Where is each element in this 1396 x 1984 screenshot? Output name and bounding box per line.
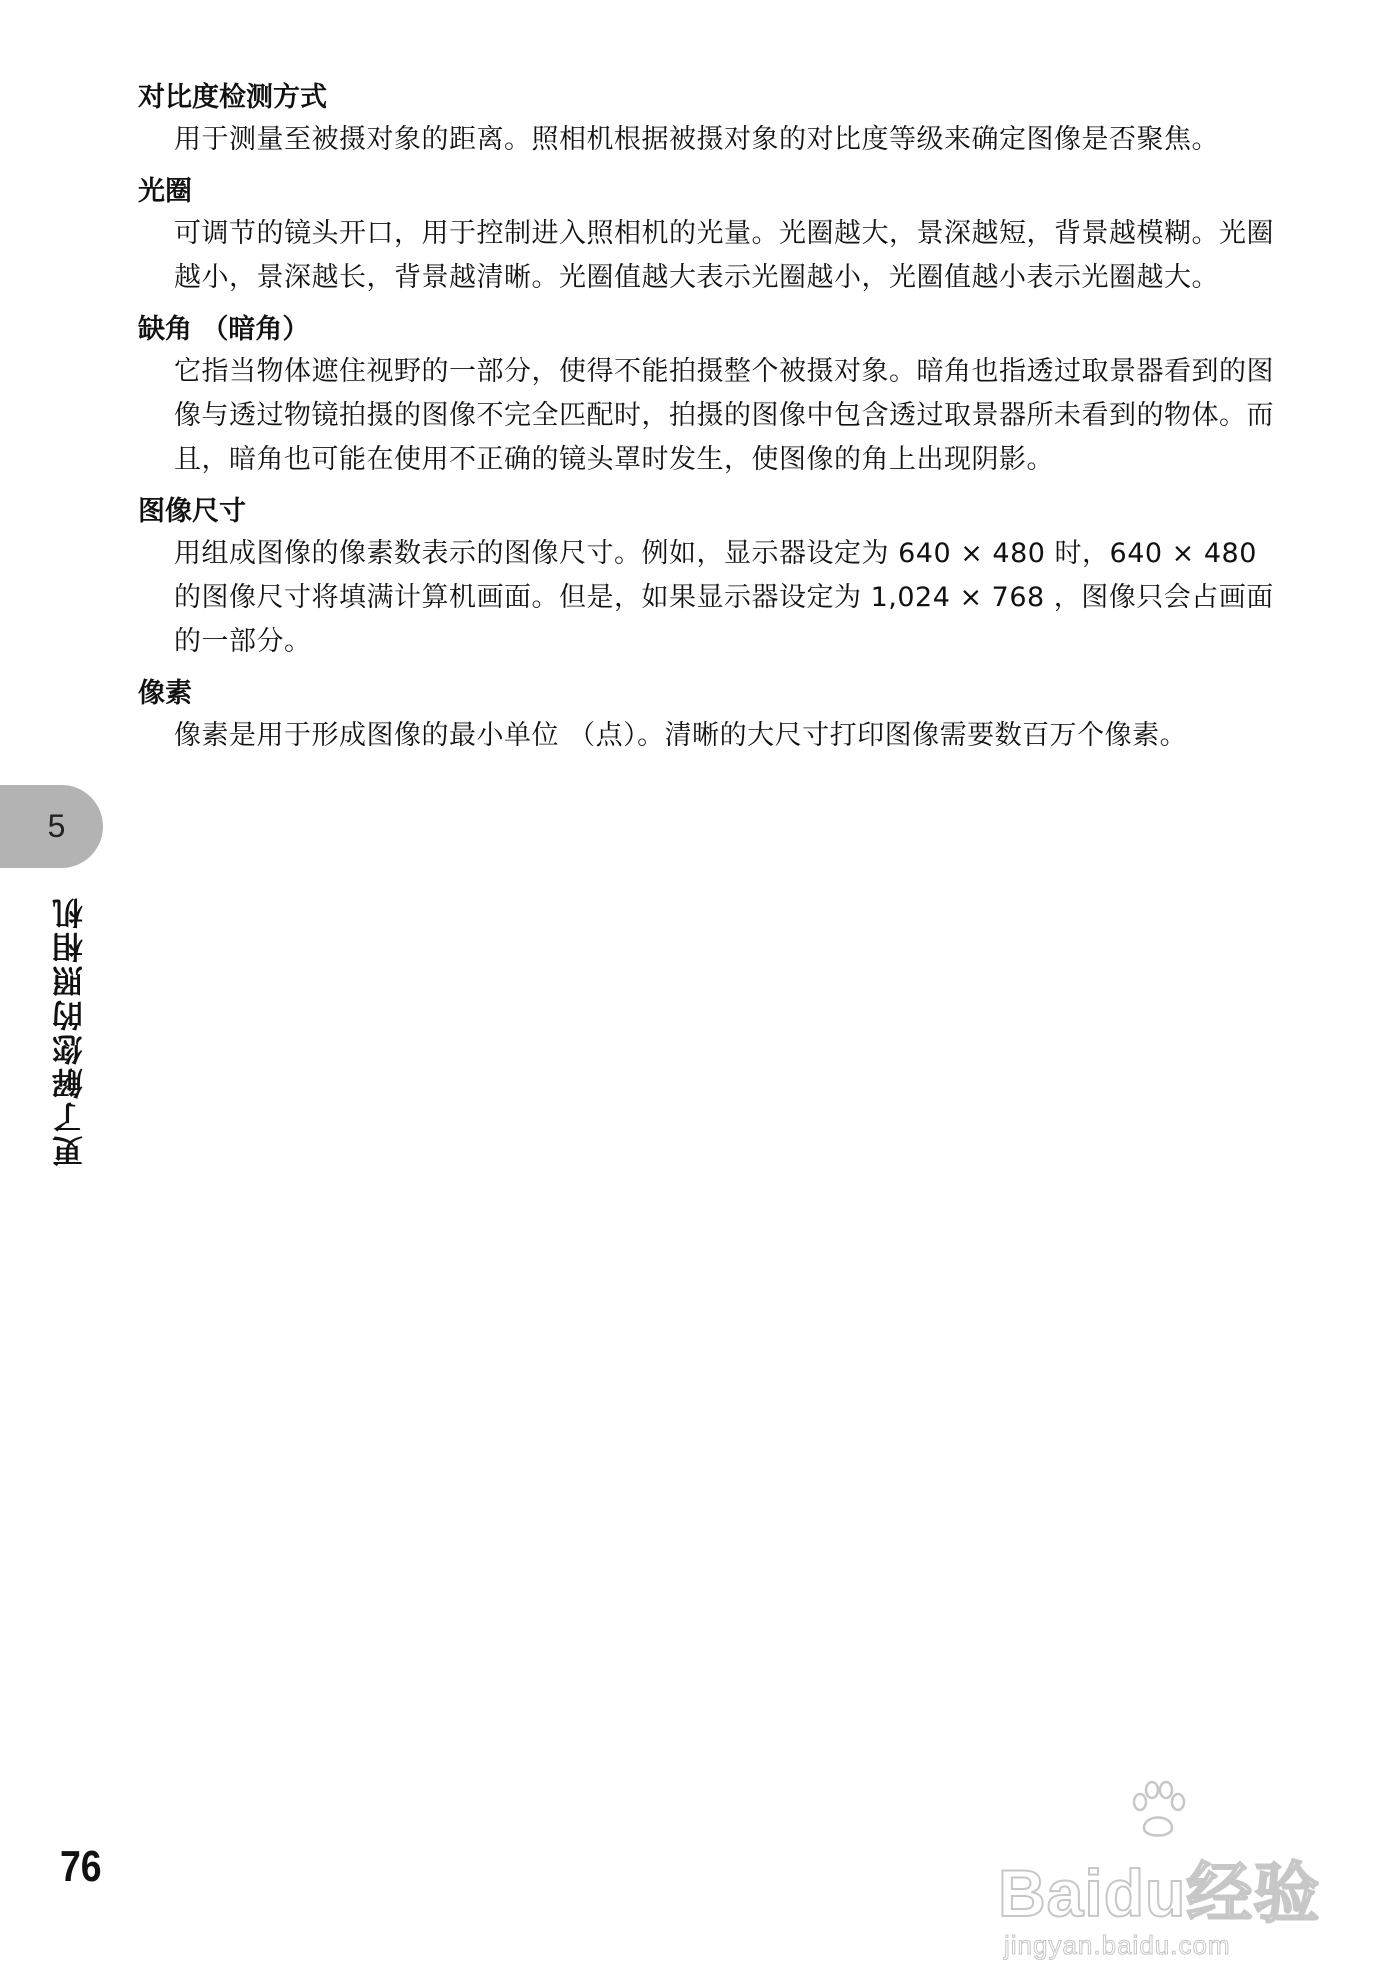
glossary-entry-aperture bbox=[138, 172, 1278, 300]
glossary-entry-image-size bbox=[138, 492, 1278, 664]
glossary-entry-pixel bbox=[138, 674, 1278, 758]
watermark-url: jingyan.baidu.com bbox=[1004, 1930, 1231, 1960]
glossary-description: 可调节的镜头开口，用于控制进入照相机的光量。光圈越大，景深越短，背景越模糊。光圈越小，景深越长，背景越清晰。光圈值越大表示光圈越小，光圈值越小表示光圈越大。 bbox=[174, 218, 1274, 293]
page-number: 76 bbox=[60, 1842, 102, 1891]
glossary-description: 用组成图像的像素数表示的图像尺寸。例如，显示器设定为 640 × 480 时，640 × 480 的图像尺寸将填满计算机画面。但是，如果显示器设定为 1,024 × 768 ，图像只会占画面的一部分。 bbox=[174, 538, 1274, 657]
glossary-entry-vignetting bbox=[138, 310, 1278, 482]
glossary-term: 图像尺寸 bbox=[138, 496, 246, 527]
glossary-description: 它指当物体遮住视野的一部分，使得不能拍摄整个被摄对象。暗角也指透过取景器看到的图像与透过物镜拍摄的图像不完全匹配时，拍摄的图像中包含透过取景器所未看到的物体。而且，暗角也可能在使用不正确的镜头罩时发生，使图像的角上出现阴影。 bbox=[174, 356, 1274, 475]
glossary-description: 像素是用于形成图像的最小单位 （点）。清晰的大尺寸打印图像需要数百万个像素。 bbox=[174, 720, 1188, 751]
chapter-number: 5 bbox=[47, 808, 66, 844]
glossary-entry-contrast-detection bbox=[138, 78, 1278, 162]
watermark-logo-text: Baidu经验 bbox=[998, 1856, 1321, 1930]
glossary-description: 用于测量至被摄对象的距离。照相机根据被摄对象的对比度等级来确定图像是否聚焦。 bbox=[174, 124, 1219, 155]
glossary-term: 缺角 （暗角） bbox=[138, 314, 310, 345]
chapter-title: 更了解您的照相机 bbox=[53, 895, 89, 1167]
watermark bbox=[990, 1780, 1321, 1970]
glossary-term: 像素 bbox=[138, 678, 192, 709]
glossary bbox=[138, 78, 1278, 768]
paw-icon bbox=[1126, 1780, 1190, 1844]
glossary-term: 光圈 bbox=[138, 176, 192, 207]
glossary-term: 对比度检测方式 bbox=[138, 82, 327, 113]
chapter-tab bbox=[0, 785, 103, 868]
